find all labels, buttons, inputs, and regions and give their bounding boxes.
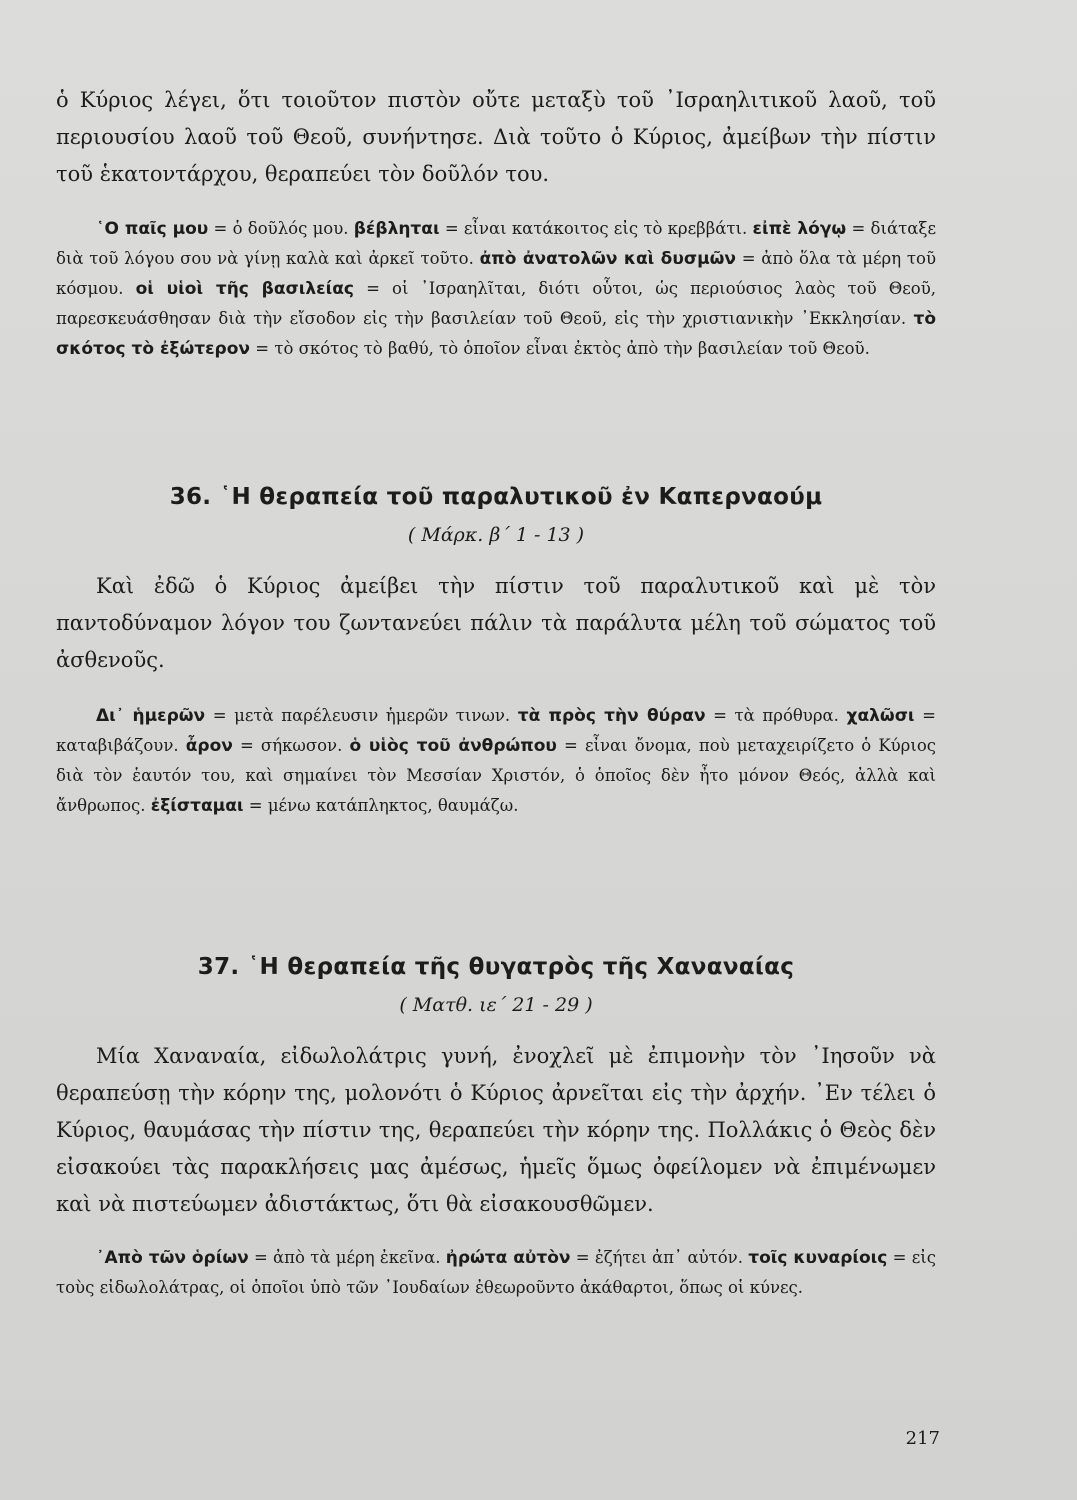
glossary-term: βέβληται xyxy=(353,219,440,239)
section-37-glossary xyxy=(56,1243,936,1303)
glossary-def: = ὁ δοῦλός μου. xyxy=(208,219,354,238)
glossary-def: = καταβιβάζουν. xyxy=(56,706,936,755)
glossary-def: = μένω κατάπληκτος, θαυμάζω. xyxy=(243,796,519,815)
glossary-term: Δι᾿ ἡμερῶν xyxy=(96,706,206,726)
section-37 xyxy=(56,954,936,1303)
glossary-term: οἱ υἱοὶ τῆς βασιλείας xyxy=(135,279,354,299)
glossary-term: χαλῶσι xyxy=(846,706,915,726)
section-36-paragraph: Καὶ ἐδῶ ὁ Κύριος ἀμείβει τὴν πίστιν τοῦ παραλυτικοῦ καὶ μὲ τὸν παντοδύναμον λόγον του ζωντανεύει πάλιν τὰ παράλυτα μέλη τοῦ σώματος τοῦ ἀσθενοῦς. xyxy=(56,574,936,672)
glossary-term: ῾Ο παῖς μου xyxy=(96,219,209,239)
glossary-def: = τὸ σκότος τὸ βαθύ, τὸ ὁποῖον εἶναι ἐκτὸς ἀπὸ τὴν βασιλείαν τοῦ Θεοῦ. xyxy=(250,339,870,358)
glossary-def: = τὰ πρόθυρα. xyxy=(705,706,847,725)
glossary-term: ἆρον xyxy=(185,736,233,756)
section-36-glossary xyxy=(56,701,936,821)
glossary-term: τοῖς κυναρίοις xyxy=(748,1248,888,1268)
glossary-term: ἀπὸ ἀνατολῶν καὶ δυσμῶν xyxy=(479,249,736,269)
glossary-term: ὁ υἱὸς τοῦ ἀνθρώπου xyxy=(349,736,557,756)
glossary-term: ἠρώτα αὐτὸν xyxy=(445,1248,571,1268)
glossary-def: = σήκωσον. xyxy=(232,736,350,755)
glossary-1 xyxy=(56,214,936,364)
glossary-def: = εἶναι κατάκοιτος εἰς τὸ κρεββάτι. xyxy=(439,219,753,238)
glossary-def: = εἰς τοὺς εἰδωλολάτρας, οἱ ὁποῖοι ὑπὸ τῶν ᾿Ιουδαίων ἐθεωροῦντο ἀκάθαρτοι, ὅπως οἱ κύνες. xyxy=(56,1248,936,1297)
glossary-def: = ἀπὸ τὰ μέρη ἐκεῖνα. xyxy=(248,1248,446,1267)
intro-paragraph-block xyxy=(56,82,936,193)
section-37-heading: 37. ῾Η θεραπεία τῆς θυγατρὸς τῆς Χαναναίας xyxy=(197,954,795,980)
page-number: 217 xyxy=(905,1428,940,1449)
glossary-def: = εἶναι ὄνομα, ποὺ μεταχειρίζετο ὁ Κύριος διὰ τὸν ἑαυτόν του, καὶ σημαίνει τὸν Μεσσίαν Χριστόν, ὁ ὁποῖος δὲν ἦτο μόνον Θεός, ἀλλὰ καὶ ἄνθρωπος. xyxy=(56,736,937,815)
glossary-def: = ἀπὸ ὅλα τὰ μέρη τοῦ κόσμου. xyxy=(56,249,936,298)
glossary-def: = διάταξε διὰ τοῦ λόγου σου νὰ γίνῃ καλὰ καὶ ἀρκεῖ τοῦτο. xyxy=(56,219,936,268)
glossary-term: τὰ πρὸς τὴν θύραν xyxy=(517,706,706,726)
section-36-heading: 36. ῾Η θεραπεία τοῦ παραλυτικοῦ ἐν Καπερναούμ xyxy=(169,484,823,510)
glossary-def: = ἐζήτει ἀπ᾿ αὐτόν. xyxy=(570,1248,749,1267)
glossary-term: εἰπὲ λόγῳ xyxy=(752,219,847,239)
section-36-reference: ( Μάρκ. β΄ 1 - 13 ) xyxy=(407,524,585,546)
section-37-reference: ( Ματθ. ιε΄ 21 - 29 ) xyxy=(399,994,593,1016)
glossary-def: = μετὰ παρέλευσιν ἡμερῶν τινων. xyxy=(205,706,518,725)
section-36 xyxy=(56,484,936,821)
glossary-term: τὸ σκότος τὸ ἐξώτερον xyxy=(56,309,936,359)
section-37-paragraph: Μία Χαναναία, εἰδωλολάτρις γυνή, ἐνοχλεῖ μὲ ἐπιμονὴν τὸν ᾿Ιησοῦν νὰ θεραπεύσῃ τὴν κόρην της, μολονότι ὁ Κύριος ἀρνεῖται εἰς τὴν ἀρχήν. ᾿Εν τέλει ὁ Κύριος, θαυμάσας τὴν πίστιν της, θεραπεύει τὴν κόρην της. Πολλάκις ὁ Θεὸς δὲν εἰσακούει τὰς παρακλήσεις μας ἀμέσως, ἡμεῖς ὅμως ὀφείλομεν νὰ ἐπιμένωμεν καὶ νὰ πιστεύωμεν ἀδιστάκτως, ὅτι θὰ εἰσακουσθῶμεν. xyxy=(56,1044,936,1216)
intro-paragraph: ὁ Κύριος λέγει, ὅτι τοιοῦτον πιστὸν οὔτε μεταξὺ τοῦ ᾿Ισραηλιτικοῦ λαοῦ, τοῦ περιουσίου λαοῦ τοῦ Θεοῦ, συνήντησε. Διὰ τοῦτο ὁ Κύριος, ἀμείβων τὴν πίστιν τοῦ ἑκατοντάρχου, θεραπεύει τὸν δοῦλόν του. xyxy=(56,88,936,186)
glossary-def: = οἱ ᾿Ισραηλῖται, διότι οὗτοι, ὡς περιούσιος λαὸς τοῦ Θεοῦ, παρεσκευάσθησαν διὰ τὴν εἴσοδον εἰς τὴν βασιλείαν τοῦ Θεοῦ, εἰς τὴν χριστιανικὴν ᾿Εκκλησίαν. xyxy=(56,279,936,328)
glossary-block-1 xyxy=(56,214,936,364)
glossary-term: ἐξίσταμαι xyxy=(150,796,244,816)
glossary-term: ᾿Απὸ τῶν ὁρίων xyxy=(96,1248,249,1268)
